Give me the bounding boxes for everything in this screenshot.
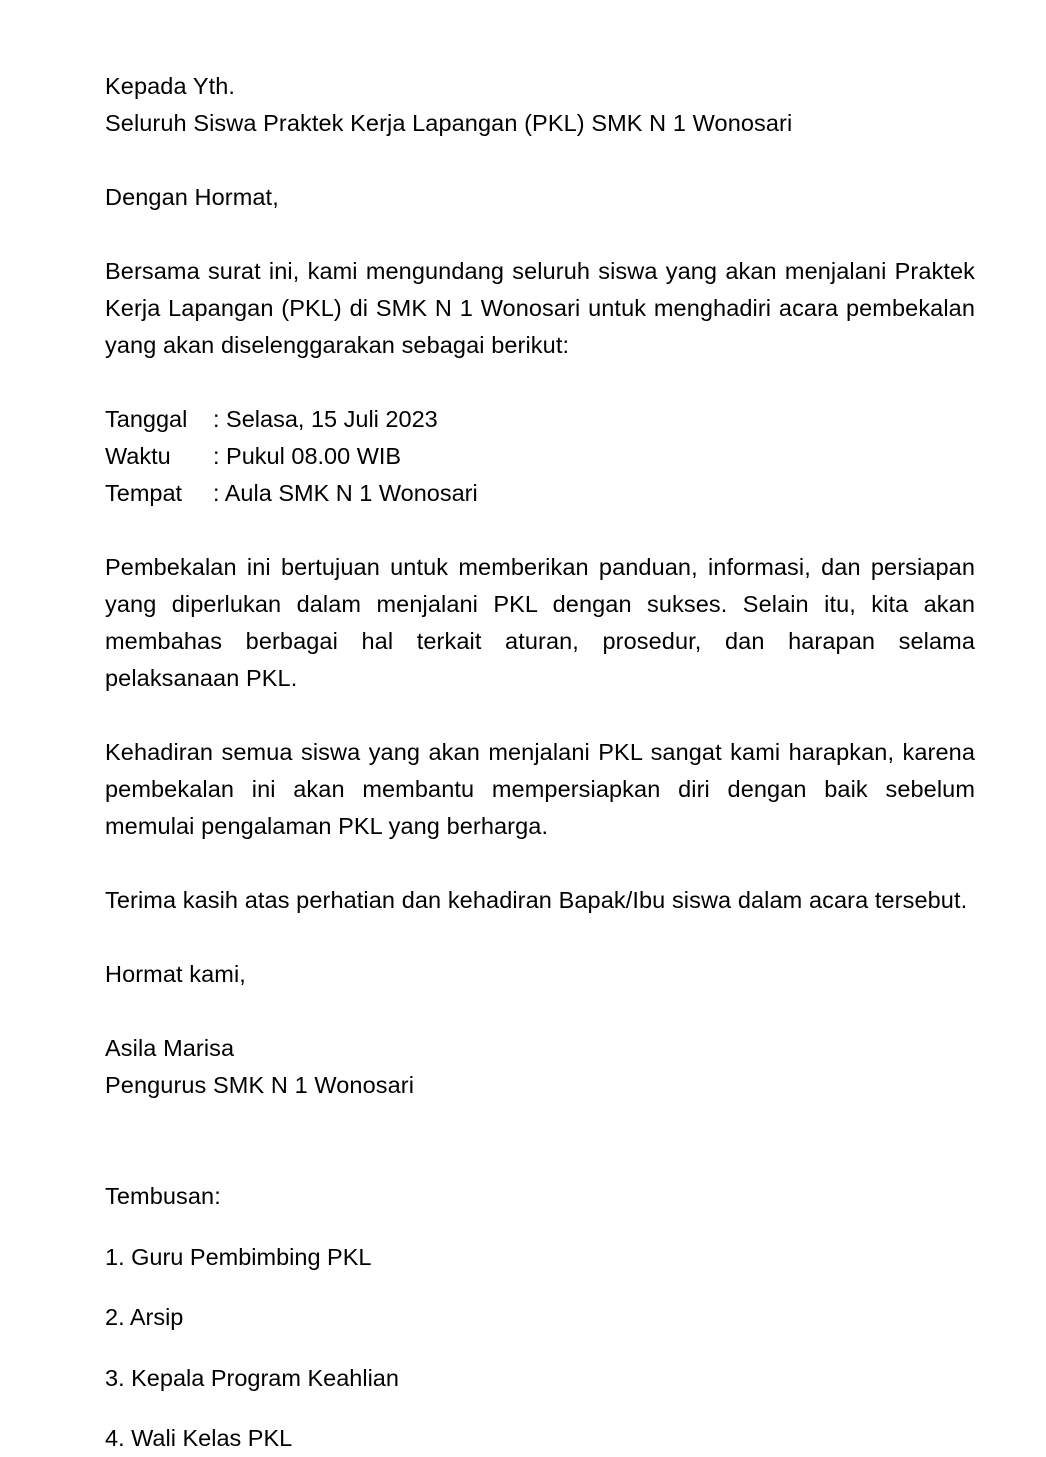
- signature-title: Pengurus SMK N 1 Wonosari: [105, 1072, 415, 1098]
- cc-item: 2. Arsip: [105, 1304, 184, 1330]
- detail-label-tempat: Tempat: [105, 480, 183, 506]
- attendance-paragraph: Kehadiran semua siswa yang akan menjalani PKL sangat kami harapkan, karena pembekalan ini akan membantu mempersiapkan diri dengan baik sebelum memulai pengalaman PKL yang berharga.: [105, 739, 975, 839]
- greeting: Dengan Hormat,: [105, 184, 279, 210]
- detail-row: [105, 401, 975, 438]
- cc-heading: Tembusan:: [105, 1183, 221, 1209]
- letter-body: [105, 68, 975, 1457]
- spacer: [105, 216, 975, 253]
- detail-value-waktu: : Pukul 08.00 WIB: [213, 443, 402, 469]
- spacer: [105, 993, 975, 1030]
- detail-row: [105, 475, 975, 512]
- detail-value-tanggal: : Selasa, 15 Juli 2023: [213, 406, 438, 432]
- detail-label-tanggal: Tanggal: [105, 406, 188, 432]
- recipient-line-2: Seluruh Siswa Praktek Kerja Lapangan (PKL) SMK N 1 Wonosari: [105, 110, 793, 136]
- recipient-line-1: Kepada Yth.: [105, 73, 236, 99]
- detail-label-waktu: Waktu: [105, 443, 171, 469]
- closing-salutation: Hormat kami,: [105, 961, 246, 987]
- purpose-paragraph: Pembekalan ini bertujuan untuk memberikan panduan, informasi, dan persiapan yang diperlukan dalam menjalani PKL dengan sukses. Selain itu, kita akan membahas berbagai hal terkait aturan, prosedur, dan harapan selama pelaksanaan PKL.: [105, 554, 975, 691]
- spacer: [105, 512, 975, 549]
- spacer: [105, 142, 975, 179]
- cc-item: 3. Kepala Program Keahlian: [105, 1364, 399, 1391]
- cc-item: 4. Wali Kelas PKL: [105, 1425, 293, 1451]
- cc-item: 1. Guru Pembimbing PKL: [105, 1243, 372, 1270]
- spacer: [105, 1104, 975, 1178]
- detail-value-tempat: : Aula SMK N 1 Wonosari: [213, 480, 478, 506]
- spacer: [105, 919, 975, 956]
- intro-paragraph: Bersama surat ini, kami mengundang seluruh siswa yang akan menjalani Praktek Kerja Lapangan (PKL) di SMK N 1 Wonosari untuk menghadiri acara pembekalan yang akan diselenggarakan sebagai berikut:: [105, 258, 975, 358]
- recipient-block: [105, 68, 975, 142]
- cc-block: [105, 1178, 975, 1457]
- signature-name: Asila Marisa: [105, 1035, 235, 1061]
- spacer: [105, 697, 975, 734]
- signature-block: [105, 1030, 975, 1104]
- detail-row: [105, 438, 975, 475]
- event-details: [105, 401, 975, 512]
- closing-thanks: Terima kasih atas perhatian dan kehadiran Bapak/Ibu siswa dalam acara tersebut.: [105, 887, 968, 913]
- spacer: [105, 845, 975, 882]
- spacer: [105, 364, 975, 401]
